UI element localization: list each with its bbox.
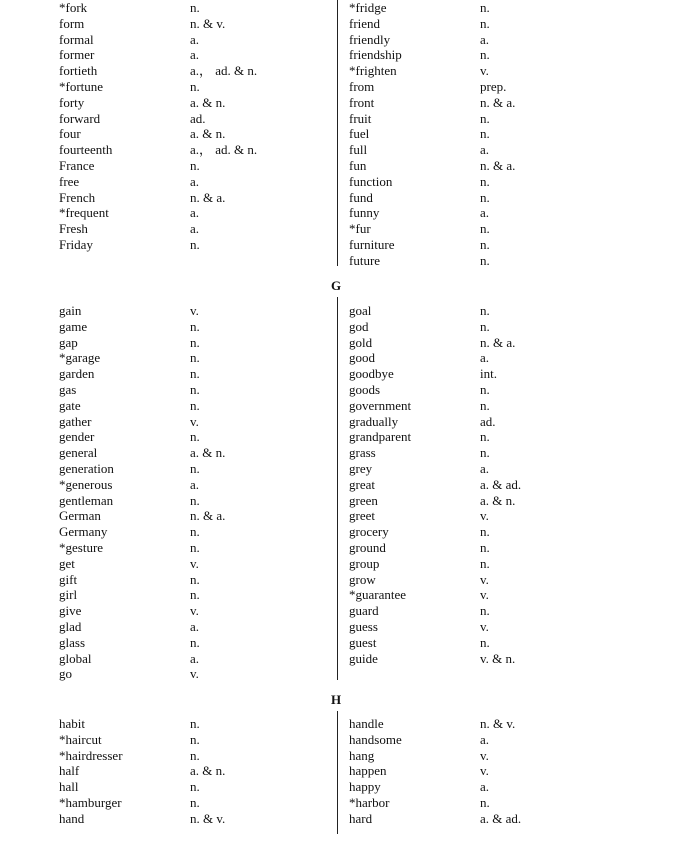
part-of-speech: n. bbox=[480, 221, 490, 237]
part-of-speech: a. bbox=[190, 618, 200, 634]
vocab-word: glad bbox=[59, 618, 82, 634]
part-of-speech: n. bbox=[190, 731, 200, 747]
part-of-speech: n. & a. bbox=[190, 189, 226, 205]
vocab-word: *frighten bbox=[349, 63, 397, 79]
vocab-word: gate bbox=[59, 397, 81, 413]
vocab-word: go bbox=[59, 666, 72, 682]
part-of-speech: int. bbox=[480, 366, 497, 382]
part-of-speech: v. bbox=[190, 666, 199, 682]
vocab-word: former bbox=[59, 47, 95, 63]
part-of-speech: a. bbox=[190, 173, 200, 189]
part-of-speech: n. bbox=[190, 429, 200, 445]
part-of-speech: n. bbox=[480, 236, 490, 252]
vocab-word: goal bbox=[349, 303, 372, 318]
vocab-word: get bbox=[59, 555, 75, 571]
part-of-speech: a. bbox=[190, 47, 200, 63]
part-of-speech: v. bbox=[480, 63, 489, 79]
vocab-word: hang bbox=[349, 747, 375, 763]
vocab-word: gap bbox=[59, 334, 78, 350]
vocab-word: *fridge bbox=[349, 0, 387, 15]
part-of-speech: n. bbox=[190, 539, 200, 555]
part-of-speech: v. bbox=[480, 571, 489, 587]
vocab-word: handsome bbox=[349, 731, 402, 747]
vocab-word: *harbor bbox=[349, 794, 390, 810]
vocab-word: fourteenth bbox=[59, 142, 113, 158]
vocab-word: guest bbox=[349, 634, 377, 650]
vocab-word: global bbox=[59, 650, 92, 666]
part-of-speech: n. bbox=[480, 381, 490, 397]
part-of-speech: n. bbox=[480, 15, 490, 31]
part-of-speech: a. bbox=[480, 350, 490, 366]
part-of-speech: v. bbox=[190, 555, 199, 571]
part-of-speech: n. & a. bbox=[480, 157, 516, 173]
part-of-speech: ad. bbox=[480, 413, 496, 429]
vocab-word: Germany bbox=[59, 524, 108, 540]
vocab-word: happy bbox=[349, 779, 381, 795]
vocab-word: *haircut bbox=[59, 731, 102, 747]
part-of-speech: a. bbox=[480, 142, 490, 158]
column-divider bbox=[337, 711, 338, 834]
vocab-word: French bbox=[59, 189, 96, 205]
part-of-speech: a. & n. bbox=[190, 445, 226, 461]
vocab-word: *garage bbox=[59, 350, 101, 366]
vocab-word: game bbox=[59, 318, 88, 334]
vocab-word: free bbox=[59, 173, 80, 189]
vocab-word: fun bbox=[349, 157, 367, 173]
vocab-word: hard bbox=[349, 810, 373, 826]
part-of-speech: v. bbox=[480, 508, 489, 524]
vocab-word: France bbox=[59, 157, 95, 173]
part-of-speech: n. bbox=[190, 524, 200, 540]
vocab-word: gain bbox=[59, 303, 82, 318]
column-divider bbox=[337, 0, 338, 266]
part-of-speech: a. bbox=[480, 460, 490, 476]
vocab-word: *hamburger bbox=[59, 794, 122, 810]
part-of-speech: a. bbox=[480, 779, 490, 795]
vocab-word: guess bbox=[349, 618, 378, 634]
vocab-word: half bbox=[59, 763, 80, 779]
vocab-word: group bbox=[349, 555, 380, 571]
vocab-word: grass bbox=[349, 445, 376, 461]
part-of-speech: v. bbox=[480, 618, 489, 634]
vocab-word: grow bbox=[349, 571, 376, 587]
vocab-word: fruit bbox=[349, 110, 372, 126]
part-of-speech: v. bbox=[480, 747, 489, 763]
part-of-speech: n. bbox=[480, 524, 490, 540]
vocab-word: grandparent bbox=[349, 429, 412, 445]
part-of-speech: n. bbox=[190, 716, 200, 731]
vocab-word: Fresh bbox=[59, 221, 88, 237]
part-of-speech: n. bbox=[480, 603, 490, 619]
part-of-speech: n. bbox=[190, 0, 200, 15]
vocab-word: *generous bbox=[59, 476, 113, 492]
part-of-speech: n. bbox=[480, 794, 490, 810]
part-of-speech: n. bbox=[480, 397, 490, 413]
vocab-word: greet bbox=[349, 508, 375, 524]
vocab-word: girl bbox=[59, 587, 78, 603]
vocab-word: four bbox=[59, 126, 81, 142]
part-of-speech: ad. bbox=[190, 110, 206, 126]
part-of-speech: a. & n. bbox=[190, 126, 226, 142]
part-of-speech: n. bbox=[480, 303, 490, 318]
part-of-speech: n. & v. bbox=[480, 716, 516, 731]
part-of-speech: n. bbox=[480, 555, 490, 571]
part-of-speech: n. bbox=[190, 334, 200, 350]
section-letter-g: G bbox=[331, 278, 342, 293]
part-of-speech: a. bbox=[190, 650, 200, 666]
part-of-speech: n. bbox=[190, 747, 200, 763]
part-of-speech: a. bbox=[190, 31, 200, 47]
vocab-word: form bbox=[59, 15, 85, 31]
part-of-speech: n. bbox=[480, 445, 490, 461]
vocab-word: gift bbox=[59, 571, 78, 587]
part-of-speech: n. & a. bbox=[480, 94, 516, 110]
part-of-speech: n. & a. bbox=[190, 508, 226, 524]
part-of-speech: n. bbox=[480, 189, 490, 205]
vocab-word: government bbox=[349, 397, 412, 413]
vocab-word: future bbox=[349, 252, 381, 268]
part-of-speech: n. bbox=[190, 381, 200, 397]
vocab-word: habit bbox=[59, 716, 85, 731]
vocab-word: goods bbox=[349, 381, 381, 397]
part-of-speech: v. bbox=[190, 303, 199, 318]
part-of-speech: n. bbox=[190, 634, 200, 650]
part-of-speech: a.， ad. & n. bbox=[190, 63, 258, 79]
part-of-speech: n. bbox=[190, 350, 200, 366]
vocab-word: from bbox=[349, 78, 375, 94]
vocab-word: garden bbox=[59, 366, 95, 382]
vocab-word: formal bbox=[59, 31, 94, 47]
part-of-speech: v. & n. bbox=[480, 650, 516, 666]
vocab-word: *hairdresser bbox=[59, 747, 123, 763]
part-of-speech: n. & v. bbox=[190, 810, 226, 826]
vocab-word: funny bbox=[349, 205, 380, 221]
vocab-word: fortieth bbox=[59, 63, 98, 79]
vocab-word: *gesture bbox=[59, 539, 104, 555]
part-of-speech: a. & n. bbox=[480, 492, 516, 508]
part-of-speech: n. bbox=[190, 571, 200, 587]
part-of-speech: n. bbox=[190, 492, 200, 508]
vocab-word: *fortune bbox=[59, 78, 104, 94]
vocab-word: generation bbox=[59, 460, 114, 476]
vocab-word: give bbox=[59, 603, 82, 619]
part-of-speech: n. bbox=[190, 397, 200, 413]
vocab-word: hand bbox=[59, 810, 85, 826]
part-of-speech: a.， ad. & n. bbox=[190, 142, 258, 158]
vocab-word: *guarantee bbox=[349, 587, 407, 603]
part-of-speech: prep. bbox=[480, 78, 507, 94]
vocab-word: *fur bbox=[349, 221, 371, 237]
part-of-speech: v. bbox=[480, 763, 489, 779]
vocab-word: grey bbox=[349, 460, 373, 476]
part-of-speech: n. bbox=[190, 587, 200, 603]
part-of-speech: n. bbox=[190, 157, 200, 173]
vocab-word: gradually bbox=[349, 413, 399, 429]
part-of-speech: a. bbox=[190, 205, 200, 221]
vocab-word: friend bbox=[349, 15, 381, 31]
section-letter-h: H bbox=[331, 692, 342, 707]
vocab-word: general bbox=[59, 445, 98, 461]
part-of-speech: n. bbox=[190, 318, 200, 334]
column-divider bbox=[337, 297, 338, 680]
vocab-word: front bbox=[349, 94, 375, 110]
vocab-word: forty bbox=[59, 94, 85, 110]
vocab-word: *frequent bbox=[59, 205, 109, 221]
part-of-speech: n. bbox=[480, 429, 490, 445]
vocab-word: gender bbox=[59, 429, 95, 445]
part-of-speech: v. bbox=[480, 587, 489, 603]
part-of-speech: a. bbox=[480, 31, 490, 47]
part-of-speech: n. bbox=[190, 78, 200, 94]
part-of-speech: n. bbox=[190, 794, 200, 810]
part-of-speech: v. bbox=[190, 413, 199, 429]
part-of-speech: a. & ad. bbox=[480, 810, 522, 826]
vocab-word: *fork bbox=[59, 0, 88, 15]
vocab-word: gather bbox=[59, 413, 92, 429]
part-of-speech: a. bbox=[480, 731, 490, 747]
vocab-word: function bbox=[349, 173, 393, 189]
part-of-speech: n. bbox=[190, 460, 200, 476]
vocab-word: god bbox=[349, 318, 369, 334]
part-of-speech: n. bbox=[480, 47, 490, 63]
vocab-word: guide bbox=[349, 650, 378, 666]
vocab-word: gentleman bbox=[59, 492, 114, 508]
part-of-speech: n. bbox=[480, 126, 490, 142]
part-of-speech: a. & n. bbox=[190, 94, 226, 110]
part-of-speech: a. bbox=[190, 476, 200, 492]
part-of-speech: a. & ad. bbox=[480, 476, 522, 492]
part-of-speech: n. bbox=[190, 236, 200, 252]
part-of-speech: a. & n. bbox=[190, 763, 226, 779]
vocab-word: gas bbox=[59, 381, 77, 397]
part-of-speech: n. bbox=[480, 539, 490, 555]
part-of-speech: v. bbox=[190, 603, 199, 619]
vocab-word: guard bbox=[349, 603, 379, 619]
vocab-word: German bbox=[59, 508, 101, 524]
vocab-word: hall bbox=[59, 779, 79, 795]
vocab-word: Friday bbox=[59, 236, 93, 252]
vocab-word: ground bbox=[349, 539, 386, 555]
vocab-word: fuel bbox=[349, 126, 370, 142]
vocab-word: glass bbox=[59, 634, 85, 650]
vocab-word: goodbye bbox=[349, 366, 394, 382]
part-of-speech: n. & a. bbox=[480, 334, 516, 350]
vocab-word: grocery bbox=[349, 524, 389, 540]
part-of-speech: n. bbox=[480, 252, 490, 268]
vocab-word: gold bbox=[349, 334, 373, 350]
vocab-word: handle bbox=[349, 716, 384, 731]
part-of-speech: n. bbox=[480, 110, 490, 126]
vocab-word: friendship bbox=[349, 47, 402, 63]
part-of-speech: n. bbox=[480, 173, 490, 189]
part-of-speech: n. bbox=[480, 0, 490, 15]
vocab-word: full bbox=[349, 142, 368, 158]
vocab-word: friendly bbox=[349, 31, 391, 47]
vocab-word: green bbox=[349, 492, 378, 508]
vocab-word: happen bbox=[349, 763, 387, 779]
vocab-word: great bbox=[349, 476, 375, 492]
part-of-speech: n. bbox=[480, 318, 490, 334]
part-of-speech: n. bbox=[480, 634, 490, 650]
part-of-speech: n. & v. bbox=[190, 15, 226, 31]
part-of-speech: a. bbox=[480, 205, 490, 221]
vocab-word: fund bbox=[349, 189, 373, 205]
part-of-speech: n. bbox=[190, 366, 200, 382]
vocab-word: good bbox=[349, 350, 375, 366]
part-of-speech: n. bbox=[190, 779, 200, 795]
vocab-word: forward bbox=[59, 110, 101, 126]
vocab-word: furniture bbox=[349, 236, 395, 252]
part-of-speech: a. bbox=[190, 221, 200, 237]
